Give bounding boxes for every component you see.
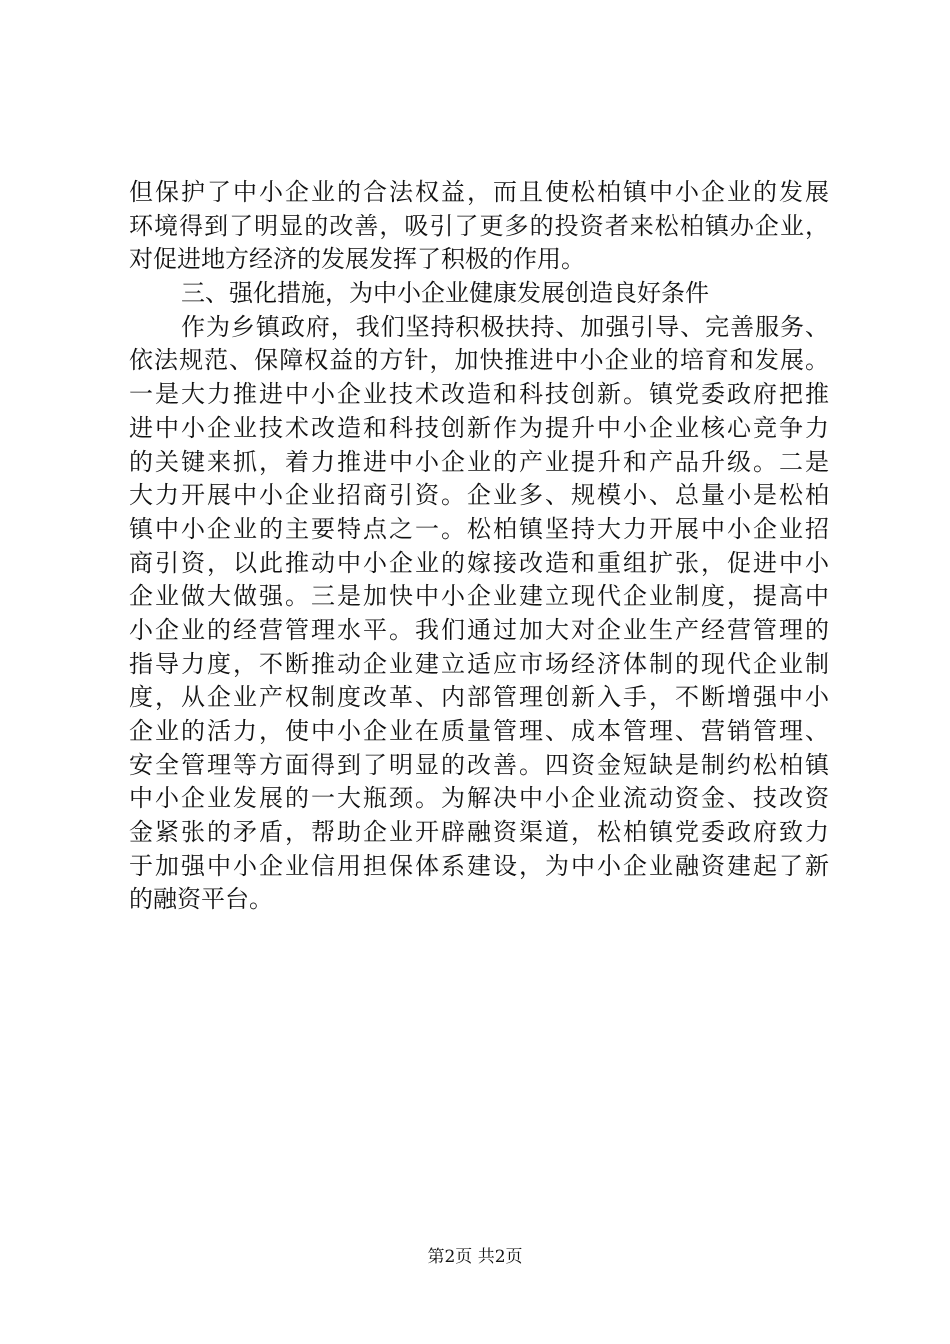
- text-line: 小企业的经营管理水平。我们通过加大对企业生产经营管理的: [129, 615, 829, 644]
- text-line: 但保护了中小企业的合法权益，而且使松柏镇中小企业的发展: [129, 178, 829, 206]
- text-line: 镇中小企业的主要特点之一。松柏镇坚持大力开展中小企业招: [129, 514, 829, 543]
- text-line: 中小企业发展的一大瓶颈。为解决中小企业流动资金、技改资: [129, 784, 829, 813]
- page-number-footer: 第2页 共2页: [427, 1247, 523, 1267]
- text-line: 依法规范、保障权益的方针，加快推进中小企业的培育和发展。: [129, 346, 829, 375]
- text-line: 度，从企业产权制度改革、内部管理创新入手，不断增强中小: [129, 683, 829, 712]
- text-line: 的融资平台。: [129, 885, 273, 914]
- text-line: 大力开展中小企业招商引资。企业多、规模小、总量小是松柏: [129, 481, 829, 510]
- text-line: 作为乡镇政府，我们坚持积极扶持、加强引导、完善服务、: [181, 312, 829, 341]
- section-heading: 三、强化措施，为中小企业健康发展创造良好条件: [181, 279, 709, 308]
- text-line: 进中小企业技术改造和科技创新作为提升中小企业核心竞争力: [129, 413, 829, 442]
- text-line: 金紧张的矛盾，帮助企业开辟融资渠道，松柏镇党委政府致力: [129, 818, 829, 847]
- text-line: 对促进地方经济的发展发挥了积极的作用。: [129, 245, 585, 274]
- text-line: 的关键来抓，着力推进中小企业的产业提升和产品升级。二是: [129, 447, 829, 476]
- text-line: 企业做大做强。三是加快中小企业建立现代企业制度，提高中: [129, 582, 829, 611]
- body-text: [129, 176, 829, 917]
- text-line: 指导力度，不断推动企业建立适应市场经济体制的现代企业制: [129, 649, 829, 678]
- text-line: 一是大力推进中小企业技术改造和科技创新。镇党委政府把推: [129, 380, 829, 409]
- text-line: 于加强中小企业信用担保体系建设，为中小企业融资建起了新: [129, 851, 829, 880]
- text-line: 安全管理等方面得到了明显的改善。四资金短缺是制约松柏镇: [129, 750, 829, 779]
- text-line: 商引资，以此推动中小企业的嫁接改造和重组扩张，促进中小: [129, 548, 829, 577]
- text-line: 环境得到了明显的改善，吸引了更多的投资者来松柏镇办企业，: [129, 211, 829, 240]
- text-line: 企业的活力，使中小企业在质量管理、成本管理、营销管理、: [129, 717, 829, 745]
